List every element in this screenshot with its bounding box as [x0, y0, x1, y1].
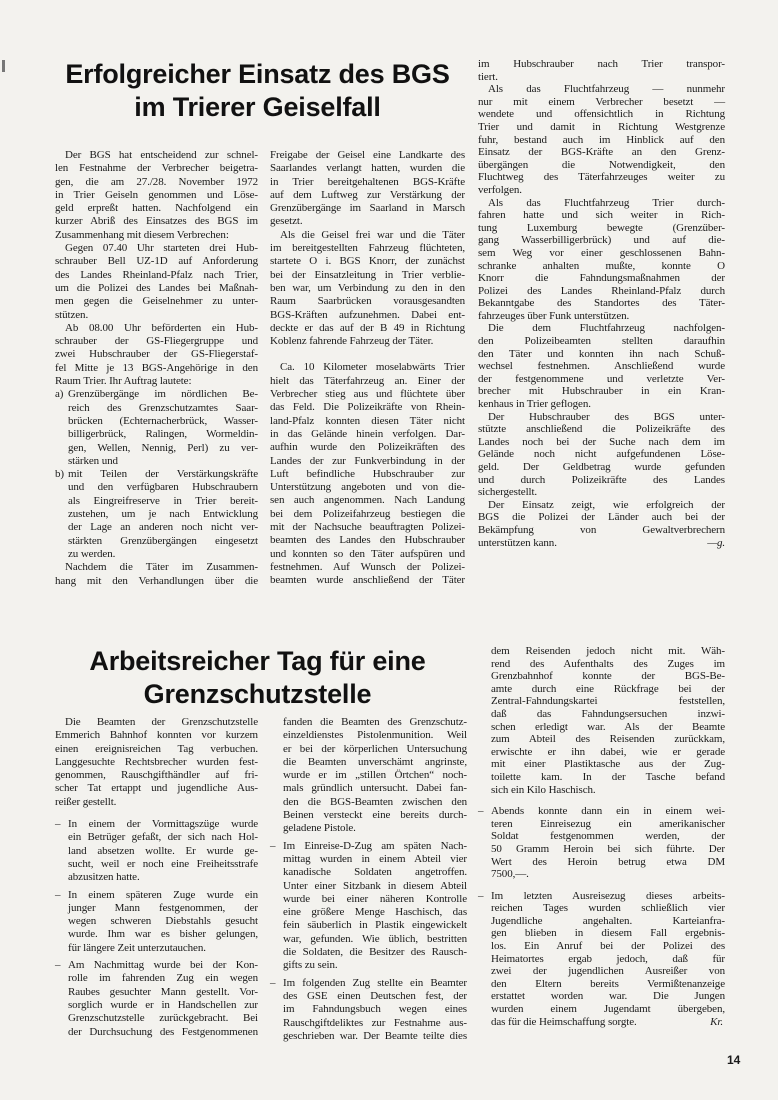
text-line: In einem späteren Zuge wurde ein: [68, 888, 258, 901]
text-line: wurde er im „stillen Örtchen“ noch-: [283, 769, 467, 782]
list-item: [55, 889, 258, 955]
text-line: 50 Gramm Heroin bei sich führte. Der: [491, 842, 725, 855]
text-line: reich des Grenzschutzamtes Saar-: [68, 401, 258, 414]
list-marker: b): [55, 468, 64, 481]
text-line: das für die Heimschaffung sorgte.: [491, 1015, 637, 1028]
text-line: sen auch angenommen. Nach Landung: [270, 494, 465, 507]
paragraph: [478, 322, 725, 410]
text-line: Raum Saarbrücken vorausgesandten: [270, 295, 465, 308]
text-line: beamten des Landes den Hubschrauber: [270, 534, 465, 547]
text-line: schen erledigt war. Als der Beamte: [491, 720, 725, 733]
text-line: Rauschgiftdeliktes zur Festnahme aus-: [283, 1016, 467, 1029]
list-marker: –: [270, 839, 276, 852]
paragraph: [478, 197, 725, 323]
article-1-column-3: [478, 58, 725, 549]
list-marker: –: [478, 889, 484, 902]
text-line: Soldat festgenommen werden, der: [491, 830, 725, 843]
article-1-title: [40, 58, 475, 124]
text-line: als Eingreifreserve in Trier bereit-: [68, 494, 258, 507]
text-line: war, gefunden. Wie üblich, bestritten: [283, 932, 467, 945]
text-line: mit Teilen der Verstärkungskräfte: [68, 468, 258, 481]
text-line: schrauber der GS-Fliegergruppe und: [55, 335, 258, 348]
text-line: genommen, Rauschgifthändler auf fri-: [55, 769, 258, 782]
text-line: startete O i. BGS Knorr, der zunächst: [270, 255, 465, 268]
text-line: Im folgenden Zug stellte ein Beamter: [283, 976, 467, 989]
text-line: Der Einsatz zeigt, wie erfolgreich der: [488, 498, 725, 511]
text-line: Nachdem die Täter im Zusammen-: [65, 561, 258, 574]
text-line: mit der Nachsuche beauftragten Polizei-: [270, 521, 465, 534]
text-line: wurden einem Jugendamt übergeben,: [491, 1003, 725, 1016]
text-line: Landes der zur Funkverbindung in der: [270, 454, 465, 467]
text-line: des GSE einen Deutschen fest, der: [283, 989, 467, 1002]
text-line: deckte er das auf der B 49 in Richtung: [270, 321, 465, 334]
text-line: geladene Pistole.: [283, 822, 356, 835]
text-line: Der BGS hat entscheidend zur schnel-: [65, 149, 258, 161]
text-line: gang Wasserbilligerbrück) und auf die-: [478, 234, 725, 247]
list-item: [55, 388, 258, 468]
text-line: den Eltern bereits Vermißtenanzeige: [491, 977, 725, 990]
text-line: fel Mitte je 13 BGS-Angehörige in den: [55, 361, 258, 374]
text-line: für längere Zeit unterzutauchen.: [68, 941, 206, 954]
text-line: erstattet worden war. Die Jungen: [491, 990, 725, 1003]
text-line: geschrieben war. Der Beamte teilte dies: [283, 1029, 467, 1042]
text-line: des Landes Rheinland-Pfalz nach Trier,: [55, 268, 258, 281]
text-line: gen, Wellen, Nennig, Perl) zu ver-: [68, 441, 258, 454]
text-line: reichen Tages wurden schließlich vier: [491, 902, 725, 915]
text-line: Zentral-Fahndungskartei feststellen,: [491, 695, 725, 708]
text-line: Grenzbahnhof konnte der BGS-Be-: [491, 670, 725, 683]
text-line: nur mit einem Verbrecher besetzt —: [478, 95, 725, 108]
text-line: kanadische Soldaten angetroffen.: [283, 866, 467, 879]
text-line: bei dem Polizeifahrzeug bestiegen die: [270, 507, 465, 520]
text-line: mals gründlich untersucht. Dabei fan-: [283, 782, 467, 795]
text-line: Heimatortes ergab jedoch, daß für: [491, 952, 725, 965]
text-line: brecher mit Hubschrauber in ein Kran-: [478, 385, 725, 398]
text-line: Wert des Heroin betrug etwa DM: [491, 855, 725, 868]
text-line: Als das Fluchtfahrzeug — nunmehr: [488, 83, 725, 96]
text-line: Freigabe der Geisel eine Landkarte des: [270, 149, 465, 161]
text-line: rolle im fahrenden Zug ein wegen: [68, 972, 258, 985]
title-line: Arbeitsreicher Tag für eine: [89, 646, 426, 676]
text-line: bei der Einsatzleitung in Trier verblie-: [270, 268, 465, 281]
text-line: schrauber Bell UZ-1D auf Anforderung: [55, 255, 258, 268]
text-line: einen ereignisreichen Tag verbuchen.: [55, 742, 258, 755]
paragraph: [55, 149, 258, 242]
list-marker: –: [270, 976, 276, 989]
text-line: im Hubschrauber nach Trier transpor-: [478, 58, 725, 70]
text-line: Bekanntgabe des Standortes des Täter-: [478, 297, 725, 310]
text-line: festnehmen. Auf Wunsch der Polizei-: [270, 560, 465, 573]
paragraph: [55, 322, 258, 388]
text-line: gesetzt.: [270, 215, 303, 228]
text-line: sucht, weil er noch eine Freiheitsstrafe: [68, 857, 258, 870]
text-line: zwei Hubschrauber der GS-Fliegerstaf-: [55, 348, 258, 361]
text-line: tung Luxemburg bewegte (Grenzüber-: [478, 221, 725, 234]
text-line: er bei der körperlichen Untersuchung: [283, 742, 467, 755]
list-marker: –: [55, 959, 61, 972]
text-line: unterstützen kann.: [478, 536, 557, 549]
text-line: tiert.: [478, 70, 498, 83]
text-line: Abends konnte dann ein in einem wei-: [491, 805, 725, 818]
text-line: ben war, um Verbindung zu den in den: [270, 281, 465, 294]
text-line: 7500,—.: [491, 868, 529, 881]
paragraph: [270, 361, 465, 587]
text-line: Bekämpfung von Gewaltverbrechern: [478, 523, 725, 536]
paragraph: [478, 83, 725, 196]
text-line: teren Einreisezug ein amerikanischer: [491, 817, 725, 830]
text-line: Saarlandes verlangt hatten, wurden die: [270, 162, 465, 175]
text-line: fahren hatte und sich weiter in Rich-: [478, 209, 725, 222]
text-line: abzusitzen hatte.: [68, 871, 140, 884]
text-line: sem Weg vor einer geschlossenen Bahn-: [478, 246, 725, 259]
list-marker: a): [55, 388, 64, 401]
list-item: [478, 890, 725, 1029]
text-line: Trier und damit in Richtung Westgrenze: [478, 120, 725, 133]
text-line: wurde. Ihm war es bisher gelungen,: [68, 928, 258, 941]
text-line: Gelände noch nicht aufgefundenen Löse-: [478, 448, 725, 461]
text-line: toilette kam. In der Tasche befand: [491, 770, 725, 783]
article-2-column-2: [270, 716, 467, 1043]
paragraph: [270, 229, 465, 349]
scan-artifact: [2, 60, 5, 72]
text-line: Ab 08.00 Uhr beförderten ein Hub-: [65, 321, 258, 334]
list-marker: –: [55, 818, 61, 831]
text-line: Gegen 07.40 Uhr starteten drei Hub-: [65, 242, 258, 255]
text-line: gen, die am 27./28. November 1972: [55, 175, 258, 188]
text-line: reißer gestellt.: [55, 795, 117, 808]
text-line: Zusammenhang mit diesem Verbrechen:: [55, 228, 229, 241]
text-line: schranke anhalten mußte, konnte O: [478, 259, 725, 272]
text-line: mit einer Plastiktasche aus der Zug-: [491, 758, 725, 771]
text-line: BGS die Polizei der Länder auch bei der: [478, 511, 725, 524]
text-line: Grenzübergänge im Saarland in Marsch: [270, 202, 465, 215]
text-line: Beinen versteckt eine bereits durch-: [283, 809, 467, 822]
text-line: stützte anschließend die Polizeikräfte des: [478, 423, 725, 436]
text-line: Fluchtweg des Täterfahrzeuges weiter zu: [478, 171, 725, 184]
text-line: In einem der Vormittagszüge wurde: [68, 818, 258, 831]
paragraph: [478, 58, 725, 83]
text-line: um die Polizei des Landes bei Maßnah-: [55, 281, 258, 294]
list-marker: –: [478, 805, 484, 818]
text-line: und den verfügbaren Hubschraubern: [68, 481, 258, 494]
text-line: verfolgen.: [478, 183, 522, 196]
paragraph: [270, 149, 465, 229]
text-line: gen blieben in diesem Fall ergebnis-: [491, 927, 725, 940]
paragraph: [478, 411, 725, 499]
text-line: Raum Trier. Ihr Auftrag lautete:: [55, 375, 192, 388]
list-item: [270, 716, 467, 836]
text-line: zu werden.: [68, 547, 116, 560]
paragraph: [55, 242, 258, 322]
text-line: Als die Geisel frei war und die Täter: [280, 228, 465, 241]
list-item: [270, 840, 467, 973]
title-line: Grenzschutzstelle: [143, 679, 372, 709]
text-line: und konnten so den Täter aufspüren und: [270, 547, 465, 560]
text-line: fuhr, bestand auch im Hinblick auf den: [478, 133, 725, 146]
text-line: fein säuberlich in Plastik eingewickelt: [283, 919, 467, 932]
text-line: zustehen, um je nach Entwicklung: [68, 508, 258, 521]
text-line: stärken und: [68, 454, 118, 467]
text-line: Luft befindliche Hubschrauber zur: [270, 467, 465, 480]
text-line: Knorr die Fahndungsmaßnahmen der: [478, 272, 725, 285]
text-line: Jugendliche angehalten. Karteianfra-: [491, 914, 725, 927]
text-line: Einsatz der BGS-Kräfte an den Grenz-: [478, 146, 725, 159]
text-line: junger Mann festgenommen, der: [68, 901, 258, 914]
text-line: Im Einreise-D-Zug am späten Nach-: [283, 839, 467, 852]
text-line: sorglich wurde er in Handschellen zur: [68, 998, 258, 1011]
paragraph: [478, 499, 725, 549]
text-line: im Fahndungsbuch wegen eines: [283, 1003, 467, 1016]
text-line: und durch Polizeikräfte des Landes: [478, 473, 725, 486]
text-line: Langgesuchte Rechtsbrecher wurden fest-: [55, 755, 258, 768]
text-line: wendete und offensichtlich in Richtung: [478, 108, 725, 121]
text-line: wegen schweren Diebstahls gesucht: [68, 915, 258, 928]
text-line: den Täter und konnten ihn nach Schuß-: [478, 347, 725, 360]
text-line: der Lage an anderen noch nicht ver-: [68, 521, 258, 534]
text-line: rend des Aufenthalts des Zuges im: [491, 657, 725, 670]
text-line: Polizei des Landes Rheinland-Pfalz durch: [478, 284, 725, 297]
paragraph: [55, 716, 258, 809]
text-line: den die BGS-Beamten zwischen den: [283, 795, 467, 808]
article-2-title: [40, 645, 475, 711]
text-line: Unterstützung angeboten und von die-: [270, 481, 465, 494]
text-line: fahrzeuges über Funk unterstützen.: [478, 309, 630, 322]
text-line: daß das Fahndungsersuchen inzwi-: [491, 707, 725, 720]
text-line: beamten wurde anschließend der Täter: [270, 574, 465, 587]
list-item: [55, 959, 258, 1039]
text-line: hang mit den Verhandlungen über die: [55, 574, 258, 587]
text-line: land absetzen wollte. Er wurde ge-: [68, 844, 258, 857]
text-line: kurzer Abriß des Einsatzes des BGS im: [55, 215, 258, 228]
text-line: zum Abteil des Reisenden zurückkam,: [491, 733, 725, 746]
text-line: Landes noch bei der Suche nach dem im: [478, 435, 725, 448]
text-line: Ca. 10 Kilometer moselabwärts Trier: [280, 361, 465, 374]
text-line: kenhaus in Trier geflogen.: [478, 398, 591, 411]
list-item: [478, 805, 725, 881]
text-line: in das Gelände hinein verfolgen. Dar-: [270, 427, 465, 440]
text-line: men gegen die Geiselnehmer zu unter-: [55, 295, 258, 308]
text-line: Verbrecher stieg aus und flüchtete über: [270, 388, 465, 401]
text-line: gifts zu sein.: [283, 959, 338, 972]
text-line: dem Reisenden jedoch nicht mit. Wäh-: [491, 645, 725, 657]
text-line: Unter einer Sitzbank in diesem Abteil: [283, 879, 467, 892]
text-line: Grenzübergänge im nördlichen Be-: [68, 388, 258, 401]
text-line: wurde bei einer näheren Kontrolle: [283, 892, 467, 905]
paragraph: [55, 561, 258, 588]
text-line: los. Ein Anruf bei der Polizei des: [491, 940, 725, 953]
text-line: den Polizeibeamten stellten daraufhin: [478, 335, 725, 348]
title-line: Erfolgreicher Einsatz des BGS: [65, 59, 450, 89]
text-line: Im letzten Ausreisezug dieses arbeits-: [491, 889, 725, 902]
list-item: [55, 468, 258, 561]
text-line: Der Hubschrauber des BGS unter-: [488, 410, 725, 423]
text-line: BGS-Kräften aufzunehmen. Dabei ent-: [270, 308, 465, 321]
text-line: fanden die Beamten des Grenzschutz-: [283, 716, 467, 728]
text-line: eine größere Menge Haschisch, das: [283, 906, 467, 919]
text-line: in Trier Geiseln genommen und Löse-: [55, 188, 258, 201]
text-line: der Durchsuchung des Festgenommenen: [68, 1025, 258, 1038]
text-line: scher Tat ertappt und jugendliche Aus-: [55, 782, 258, 795]
list-item: [478, 645, 725, 796]
author-signature: Kr.: [710, 1015, 723, 1028]
text-line: aufhin wurde den Polizeikräften des: [270, 441, 465, 454]
text-line: Am Nachmittag wurde bei der Kon-: [68, 959, 258, 972]
text-line: mittag wurden in einem Abteil vier: [283, 852, 467, 865]
text-line: len Festnahme der Verbrecher beigetra-: [55, 162, 258, 175]
author-signature: —g.: [707, 536, 725, 549]
text-line: Koblenz fahrende Fahrzeug der Täter.: [270, 335, 434, 348]
text-line: Die dem Fluchtfahrzeug nachfolgen-: [488, 322, 725, 335]
text-line: Emmerich Bahnhof konnten vor kurzem: [55, 729, 258, 742]
list-item: [270, 977, 467, 1043]
page-number: 14: [727, 1053, 741, 1067]
text-line: sichergestellt.: [478, 486, 538, 499]
text-line: geld. Der Geldbetrag wurde gefunden: [478, 461, 725, 473]
text-line: im bereitgestellten Fahrzeug flüchteten,: [270, 242, 465, 255]
text-line: die Soldaten, die Besitzer des Rausch-: [283, 946, 467, 959]
title-line: im Trierer Geiselfall: [134, 92, 381, 122]
text-line: geld erpreßt hatten. Nachfolgend ein: [55, 202, 258, 215]
text-line: Grenzschutzstelle zurückgebracht. Bei: [68, 1012, 258, 1025]
text-line: der festgenommene und verletzte Ver-: [478, 372, 725, 385]
article-2-column-1: [55, 716, 258, 1039]
text-line: billigerbrück, Ralingen, Wormeldin-: [68, 428, 258, 441]
text-line: in Trier bereitgehaltenen BGS-Kräfte: [270, 175, 465, 188]
text-line: Als das Fluchtfahrzeug Trier durch-: [488, 196, 725, 209]
text-line: die Beamten unverschämt angrinste,: [283, 755, 467, 768]
list-marker: –: [55, 888, 61, 901]
text-line: hielt das Täterfahrzeug an. Einer der: [270, 374, 465, 387]
text-line: auf dem Luftweg zur Verstärkung der: [270, 188, 465, 201]
text-line: land-Pfalz konnten diesen Täter nicht: [270, 414, 465, 427]
text-line: übergängen die Notwendigkeit, den: [478, 158, 725, 171]
text-line: stützen.: [55, 308, 89, 321]
list-item: [55, 818, 258, 884]
text-line: ein Betrüger gefaßt, der sich nach Hol-: [68, 831, 258, 844]
text-line: erwischte er ihn dabei, wie er gerade: [491, 745, 725, 758]
text-line: das Feld. Die Polizeikräfte von Rhein-: [270, 401, 465, 414]
text-line: Raubes gesuchter Mann gestellt. Vor-: [68, 985, 258, 998]
text-line: amte durch eine Rückfrage bei der: [491, 682, 725, 695]
article-1-column-1: [55, 149, 258, 588]
text-line: einzeldienstes Pistolenmunition. Weil: [283, 729, 467, 742]
text-line: stärkten Grenzübergängen eingesetzt: [68, 534, 258, 547]
text-line: brücken (Echternacherbrück, Wasser-: [68, 414, 258, 427]
text-line: zwei der jugendlichen Ausreißer von: [491, 965, 725, 978]
article-1-column-2: [270, 149, 465, 588]
article-2-column-3: [478, 645, 725, 1028]
text-line: wechsel festnehmen. Anschließend wurde: [478, 360, 725, 373]
text-line: Die Beamten der Grenzschutzstelle: [65, 716, 258, 728]
text-line: sich ein Kilo Haschisch.: [491, 783, 596, 796]
